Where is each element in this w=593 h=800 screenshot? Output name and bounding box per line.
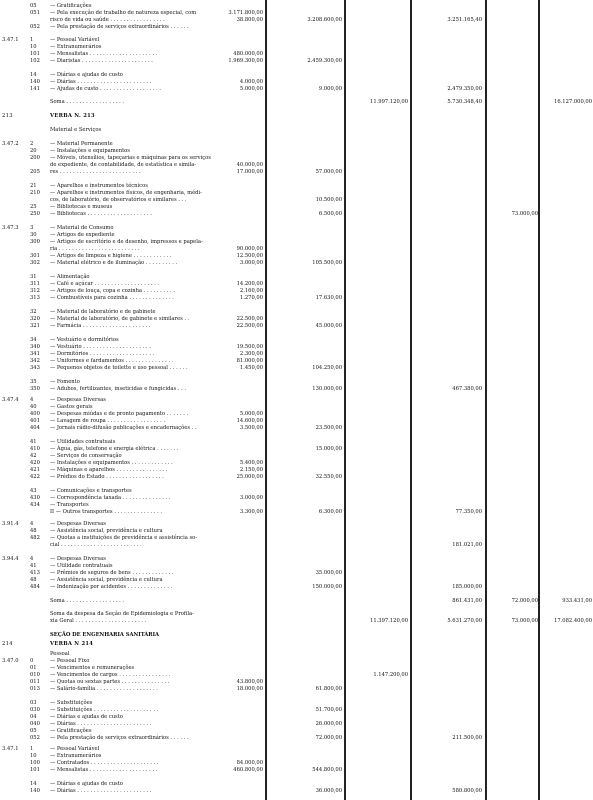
row-description: — Móveis, utensílios, tapeçarias e máquinas para os serviços [50, 155, 211, 161]
amount-cell: 150.000,00 [312, 584, 342, 590]
row-number: 04 [30, 714, 37, 720]
amount-cell: 16.127.000,00 [554, 99, 592, 105]
row-number: 42 [30, 453, 37, 459]
amount-cell: 181.021,00 [452, 542, 482, 548]
amount-cell: 861.431,00 [452, 598, 482, 604]
row-number: 41 [30, 563, 37, 569]
row-number: 484 [30, 584, 40, 590]
amount-cell: 17.630,00 [315, 295, 342, 301]
row-description: — Café e açúcar . . . . . . . . . . . . . . . . . . . . [50, 281, 160, 287]
row-description: ria . . . . . . . . . . . . . . . . . . . . . . . . . [50, 246, 140, 252]
row-description: — Substituições . . . . . . . . . . . . . . . . . . . . [50, 707, 159, 713]
row-number: 14 [30, 72, 37, 78]
row-description: — Comunicações e transportes [50, 488, 132, 494]
amount-cell: 5.400,00 [239, 460, 263, 466]
row-description: — Mensalistas . . . . . . . . . . . . . . . . . . . . . [50, 51, 158, 57]
row-number: 25 [30, 204, 37, 210]
amount-cell: 1.147.200,00 [373, 672, 408, 678]
row-description: — Água, gás, telefone e energia elétrica . . . . . . . [50, 446, 179, 452]
row-description: VERBA N 214 [50, 641, 94, 647]
row-description: — Vestuário . . . . . . . . . . . . . . . . . . . . . [50, 344, 151, 350]
row-description: — Vencimentos e remunerações [50, 665, 135, 671]
amount-cell: 6.500,00 [318, 211, 342, 217]
amount-cell: 467.380,00 [452, 386, 482, 392]
amount-cell: 2.459.300,00 [307, 58, 342, 64]
amount-cell: 104.250,00 [312, 365, 342, 371]
row-number: 43 [30, 488, 37, 494]
amount-cell: 11.997.120,00 [370, 99, 408, 105]
row-number: 4 [30, 556, 34, 562]
row-number: 48 [30, 577, 37, 583]
amount-cell: 5.000,00 [239, 411, 263, 417]
row-number: 413 [30, 570, 40, 576]
ledger-row [0, 617, 593, 625]
amount-cell: 544.800,00 [312, 767, 342, 773]
amount-cell: 3.000,00 [239, 260, 263, 266]
row-description: — Artigos de expediente [50, 232, 115, 238]
amount-cell: 185.000,00 [452, 584, 482, 590]
row-description: cos, de laboratório, de observatórios e similares . . . [50, 197, 187, 203]
row-description: — Extranumerários [50, 753, 102, 759]
row-number: 400 [30, 411, 40, 417]
row-description: — Gratificações [50, 3, 92, 9]
row-description: — Substituições [50, 700, 93, 706]
row-description: — Prêmios de seguros de bens . . . . . . . . . . . . . [50, 570, 174, 576]
amount-cell: 14.200,00 [236, 281, 263, 287]
row-description: — Material de Consumo [50, 225, 114, 231]
row-description: — Fomento [50, 379, 80, 385]
row-number: 321 [30, 323, 40, 329]
row-number: 341 [30, 351, 40, 357]
amount-cell: 17.000,00 [236, 169, 263, 175]
amount-cell: 3.251.165,40 [447, 17, 482, 23]
row-number: 48 [30, 528, 37, 534]
row-number: 21 [30, 183, 37, 189]
row-code: 214 [2, 641, 13, 647]
row-description: risco de vida ou saúde . . . . . . . . . . . . . . . . . [50, 17, 165, 23]
amount-cell: 17.082.400,00 [554, 618, 592, 624]
amount-cell: 1.969.300,00 [228, 58, 263, 64]
amount-cell: 3.171.800,00 [228, 10, 263, 16]
row-number: 140 [30, 788, 40, 794]
row-number: 011 [30, 679, 40, 685]
ledger-row [0, 85, 593, 93]
row-number: 35 [30, 379, 37, 385]
row-number: 350 [30, 386, 40, 392]
row-number: 05 [30, 3, 37, 9]
amount-cell: 14.600,00 [236, 418, 263, 424]
amount-cell: 9.000,00 [318, 86, 342, 92]
row-code: 3.47.1 [2, 746, 19, 752]
amount-cell: 5.000,00 [239, 86, 263, 92]
row-number: 482 [30, 535, 40, 541]
row-number: 2 [30, 141, 34, 147]
row-description: — Pessoal Variável [50, 37, 100, 43]
row-description: — Diárias e ajudas de custo [50, 781, 123, 787]
amount-cell: 32.550,00 [315, 474, 342, 480]
amount-cell: 12.500,00 [236, 253, 263, 259]
amount-cell: 45.000,00 [315, 323, 342, 329]
ledger-row [0, 294, 593, 302]
row-description: — Assistência social, previdência e cultura [50, 577, 163, 583]
row-number: 141 [30, 86, 40, 92]
ledger-row [0, 259, 593, 267]
ledger-row [0, 112, 593, 120]
row-description: — Diárias e ajudas de custo [50, 72, 123, 78]
ledger-row [0, 766, 593, 774]
row-description: SEÇÃO DE ENGENHARIA SANITÁRIA [50, 632, 160, 638]
ledger-row [0, 364, 593, 372]
amount-cell: 19.500,00 [236, 344, 263, 350]
row-description: xia Geral . . . . . . . . . . . . . . . . . . . . . . [50, 618, 147, 624]
row-description: — Artigos de escritório e de desenho, impressos e papela- [50, 239, 203, 245]
row-description: — Despesas miúdas e de pronto pagamento . . . . . . . [50, 411, 189, 417]
row-description: — Transportes [50, 502, 89, 508]
amount-cell: 61.800,00 [315, 686, 342, 692]
row-description: — Aparelhos e instrumentos físicos, de engenharia, médi- [50, 190, 202, 196]
row-description: — Lavagem de roupa . . . . . . . . . . . . . . . . . . [50, 418, 166, 424]
row-number: 040 [30, 721, 40, 727]
row-number: 34 [30, 337, 37, 343]
row-number: 40 [30, 404, 37, 410]
amount-cell: 480.000,00 [233, 51, 263, 57]
row-description: — Aparelhos e instrumentos técnicos [50, 183, 148, 189]
row-code: 3.47.2 [2, 141, 19, 147]
row-number: 401 [30, 418, 40, 424]
ledger-row [0, 508, 593, 516]
row-code: 213 [2, 113, 13, 119]
row-number: 102 [30, 58, 40, 64]
row-description: II — Outros transportes . . . . . . . . . . . . . . . [50, 509, 163, 515]
amount-cell: 130.000,00 [312, 386, 342, 392]
row-number: 301 [30, 253, 40, 259]
row-number: 05 [30, 728, 37, 734]
row-code: 3.94.4 [2, 556, 19, 562]
row-description: — Correspondência taxada . . . . . . . . . . . . . . . [50, 495, 171, 501]
row-description: Soma da despesa da Seção de Epidemiologia e Profila- [50, 611, 194, 617]
row-description: — Artigos de limpeza e higiene . . . . . . . . . . . . [50, 253, 172, 259]
ledger-row [0, 583, 593, 591]
row-number: 3 [30, 225, 34, 231]
row-number: 422 [30, 474, 40, 480]
row-description: — Utilidades contratuais [50, 439, 116, 445]
row-number: 03 [30, 700, 37, 706]
amount-cell: 6.300,00 [318, 509, 342, 515]
amount-cell: 35.000,00 [315, 570, 342, 576]
amount-cell: 22.500,00 [236, 323, 263, 329]
row-description: — Diárias . . . . . . . . . . . . . . . . . . . . . . . [50, 721, 152, 727]
row-code: 3.91.4 [2, 521, 19, 527]
row-description: — Despesas Diversas [50, 397, 106, 403]
row-description: — Máquinas e aparelhos . . . . . . . . . . . . . . . . [50, 467, 168, 473]
row-number: 421 [30, 467, 40, 473]
row-number: 420 [30, 460, 40, 466]
row-description: — Adubos, fertilizantes, inseticidas e fungicidas . . . [50, 386, 187, 392]
row-description: — Vencimentos de cargos . . . . . . . . . . . . . . . . [50, 672, 171, 678]
ledger-row [0, 210, 593, 218]
amount-cell: 18.000,00 [236, 686, 263, 692]
amount-cell: 1.450,00 [239, 365, 263, 371]
row-description: — Bibliotecas e museus [50, 204, 113, 210]
row-description: — Vestuário e dormitórios [50, 337, 119, 343]
row-description: Soma . . . . . . . . . . . . . . . . . . [50, 99, 125, 105]
row-description: — Material Permanente [50, 141, 113, 147]
row-number: 343 [30, 365, 40, 371]
row-description: — Diárias . . . . . . . . . . . . . . . . . . . . . . . [50, 79, 152, 85]
ledger-row [0, 597, 593, 605]
amount-cell: 4.000,00 [239, 79, 263, 85]
row-number: 0 [30, 658, 34, 664]
row-number: 434 [30, 502, 40, 508]
row-number: 10 [30, 753, 37, 759]
ledger-row [0, 631, 593, 639]
row-description: — Bibliotecas . . . . . . . . . . . . . . . . . . . . [50, 211, 152, 217]
row-description: cial . . . . . . . . . . . . . . . . . . . . . . . . . [50, 542, 142, 548]
row-code: 3.47.1 [2, 37, 19, 43]
amount-cell: 57.000,00 [315, 169, 342, 175]
row-description: — Uniformes e fardamentos . . . . . . . . . . . . . . . [50, 358, 174, 364]
row-description: — Gratificações [50, 728, 92, 734]
amount-cell: 3.300,00 [239, 509, 263, 515]
row-number: 010 [30, 672, 40, 678]
row-number: 14 [30, 781, 37, 787]
amount-cell: 2.160,00 [239, 288, 263, 294]
row-description: — Assistência social, previdência e cultura [50, 528, 163, 534]
row-number: 140 [30, 79, 40, 85]
row-code: 3.47.4 [2, 397, 19, 403]
row-number: 404 [30, 425, 40, 431]
amount-cell: 580.800,00 [452, 788, 482, 794]
amount-cell: 38.800,00 [236, 17, 263, 23]
row-number: 1 [30, 37, 34, 43]
amount-cell: 40.000,00 [236, 162, 263, 168]
row-number: 200 [30, 155, 40, 161]
row-number: 4 [30, 521, 34, 527]
row-number: 052 [30, 735, 40, 741]
row-description: VERBA N. 213 [50, 113, 95, 119]
row-description: Soma . . . . . . . . . . . . . . . . . . [50, 598, 125, 604]
row-description: — Pela prestação de serviços extraordinários . . . . . . [50, 735, 189, 741]
amount-cell: 26.000,00 [315, 721, 342, 727]
ledger-row [0, 473, 593, 481]
amount-cell: 36.000,00 [315, 788, 342, 794]
row-number: 100 [30, 760, 40, 766]
ledger-row [0, 126, 593, 134]
row-number: 101 [30, 767, 40, 773]
ledger-row [0, 57, 593, 65]
row-number: 101 [30, 51, 40, 57]
row-description: — Combustíveis para cozinha . . . . . . . . . . . . . . [50, 295, 174, 301]
row-number: 342 [30, 358, 40, 364]
amount-cell: 1.270,00 [239, 295, 263, 301]
amount-cell: 72.000,00 [315, 735, 342, 741]
row-number: 302 [30, 260, 40, 266]
amount-cell: 5.631.270,00 [447, 618, 482, 624]
amount-cell: 3.208.600,00 [307, 17, 342, 23]
amount-cell: 72.000,00 [511, 598, 538, 604]
row-number: 20 [30, 148, 37, 154]
row-description: — Quotas ou sextas partes . . . . . . . . . . . . . . . [50, 679, 170, 685]
row-description: — Indenização por acidentes . . . . . . . . . . . . . . [50, 584, 173, 590]
row-description: — Contratados . . . . . . . . . . . . . . . . . . . . . [50, 760, 159, 766]
ledger-row [0, 541, 593, 549]
row-description: — Material de laboratório, de gabinete e similares . . [50, 316, 190, 322]
row-number: 1 [30, 746, 34, 752]
amount-cell: 51.700,00 [315, 707, 342, 713]
row-description: — Artigos de louça, copa e cozinha . . . . . . . . . . [50, 288, 176, 294]
row-description: — Instalações e equipamentos . . . . . . . . . . . . . [50, 460, 173, 466]
ledger-row [0, 734, 593, 742]
row-number: 01 [30, 665, 37, 671]
row-number: 013 [30, 686, 40, 692]
row-description: — Despesas Diversas [50, 521, 106, 527]
row-code: 3.47.0 [2, 658, 19, 664]
amount-cell: 90.000,00 [236, 246, 263, 252]
row-description: — Material elétrico e de iluminação . . . . . . . . . . [50, 260, 178, 266]
row-number: 205 [30, 169, 40, 175]
ledger-row [0, 685, 593, 693]
row-number: 313 [30, 295, 40, 301]
amount-cell: 15.000,00 [315, 446, 342, 452]
row-number: 210 [30, 190, 40, 196]
ledger-row [0, 23, 593, 31]
ledger-row [0, 424, 593, 432]
amount-cell: 23.500,00 [315, 425, 342, 431]
amount-cell: 3.000,00 [239, 495, 263, 501]
row-number: 41 [30, 439, 37, 445]
row-number: 31 [30, 274, 37, 280]
row-number: 312 [30, 288, 40, 294]
row-number: 311 [30, 281, 40, 287]
row-description: — Ajudas de custo . . . . . . . . . . . . . . . . . . . [50, 86, 162, 92]
row-description: — Instalações e equipamentos [50, 148, 130, 154]
row-number: 340 [30, 344, 40, 350]
row-number: 32 [30, 309, 37, 315]
row-number: 410 [30, 446, 40, 452]
row-description: — Diárias e ajudas de custo [50, 714, 123, 720]
row-description: — Utilidade contratuais [50, 563, 113, 569]
row-number: 030 [30, 707, 40, 713]
row-description: — Salário-família . . . . . . . . . . . . . . . . . . . [50, 686, 158, 692]
row-description: — Pela execução de trabalho de natureza especial, com [50, 10, 197, 16]
row-description: res . . . . . . . . . . . . . . . . . . . . . . . . . [50, 169, 141, 175]
amount-cell: 5.730.348,40 [447, 99, 482, 105]
amount-cell: 84.000,00 [236, 760, 263, 766]
row-code: 3.47.3 [2, 225, 19, 231]
amount-cell: 81.000,00 [236, 358, 263, 364]
row-description: — Prédios do Estado . . . . . . . . . . . . . . . . . . [50, 474, 164, 480]
amount-cell: 3.500,00 [239, 425, 263, 431]
amount-cell: 43.800,00 [236, 679, 263, 685]
row-number: 052 [30, 24, 40, 30]
row-description: — Mensalistas . . . . . . . . . . . . . . . . . . . . . [50, 767, 158, 773]
row-description: — Diárias . . . . . . . . . . . . . . . . . . . . . . . [50, 788, 152, 794]
amount-cell: 73.000,00 [511, 618, 538, 624]
row-number: 300 [30, 239, 40, 245]
row-description: — Pela prestação de serviços extraordinários . . . . . . [50, 24, 189, 30]
ledger-row [0, 787, 593, 795]
amount-cell: 73.000,00 [511, 211, 538, 217]
row-description: — Dormitórios . . . . . . . . . . . . . . . . . . . . [50, 351, 155, 357]
row-description: — Pessoal Variável [50, 746, 100, 752]
amount-cell: 2.150,00 [239, 467, 263, 473]
row-description: — Alimentação [50, 274, 90, 280]
row-description: — Pessoal Fixo [50, 658, 90, 664]
ledger-row [0, 98, 593, 106]
row-number: 4 [30, 397, 34, 403]
row-number: 30 [30, 232, 37, 238]
amount-cell: 2.479.350,00 [447, 86, 482, 92]
row-description: — Material de laboratório e de gabinete [50, 309, 156, 315]
amount-cell: 211.500,00 [452, 735, 482, 741]
amount-cell: 11.397.120,00 [370, 618, 408, 624]
row-number: 250 [30, 211, 40, 217]
row-description: — Serviços de conservação [50, 453, 122, 459]
row-description: — Farmácia . . . . . . . . . . . . . . . . . . . . . [50, 323, 151, 329]
row-number: 320 [30, 316, 40, 322]
row-description: — Extranumerários [50, 44, 102, 50]
amount-cell: 460.800,00 [233, 767, 263, 773]
row-description: — Quotas a instituições de previdência e assistência so- [50, 535, 198, 541]
amount-cell: 10.500,00 [315, 197, 342, 203]
ledger-row [0, 168, 593, 176]
row-number: 051 [30, 10, 40, 16]
row-description: — Diaristas . . . . . . . . . . . . . . . . . . . . . . [50, 58, 153, 64]
ledger-row [0, 640, 593, 648]
amount-cell: 77.350,00 [455, 509, 482, 515]
row-number: 10 [30, 44, 37, 50]
row-description: — Despesas Diversas [50, 556, 106, 562]
row-description: — Pequenos objetos de toilette e uso pessoal . . . . . . [50, 365, 188, 371]
row-description: Pessoal [50, 651, 70, 657]
amount-cell: 2.300,00 [239, 351, 263, 357]
row-description: de expediente, de contabilidade, de estatística e simila- [50, 162, 197, 168]
amount-cell: 105.500,00 [312, 260, 342, 266]
ledger-row [0, 385, 593, 393]
row-number: 430 [30, 495, 40, 501]
ledger-row [0, 322, 593, 330]
row-description: — Gastos gerais [50, 404, 93, 410]
amount-cell: 25.000,00 [236, 474, 263, 480]
amount-cell: 22.500,00 [236, 316, 263, 322]
amount-cell: 933.431,00 [562, 598, 592, 604]
row-description: — Jornais rádio-difusão publicações e encadernações . . [50, 425, 197, 431]
row-description: Material e Serviços [50, 127, 102, 133]
